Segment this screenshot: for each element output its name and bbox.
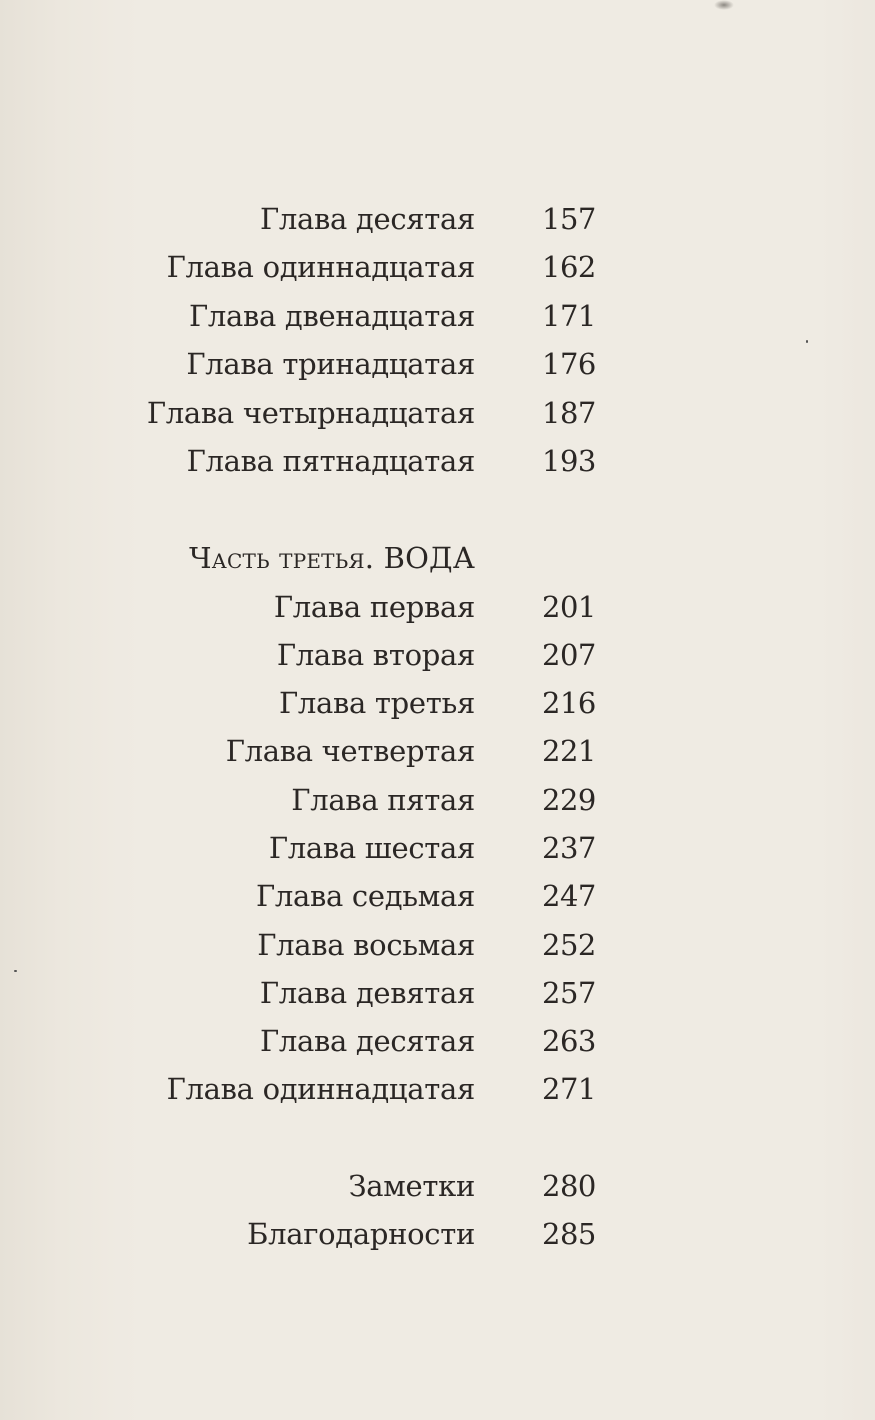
page-number: 201 <box>542 590 596 624</box>
chapter-title: Глава пятая <box>291 783 475 817</box>
chapter-title: Глава десятая <box>259 1024 475 1058</box>
page-number: 216 <box>542 686 596 720</box>
part-heading[interactable]: Часть третья. ВОДА <box>189 541 475 575</box>
page-number: 221 <box>542 734 596 768</box>
toc-entry[interactable] <box>0 971 875 1015</box>
back-matter-title: Благодарности <box>247 1217 475 1251</box>
page-number: 280 <box>542 1169 596 1203</box>
page-number: 229 <box>542 783 596 817</box>
toc-entry[interactable] <box>0 874 875 918</box>
toc-entry[interactable] <box>0 778 875 822</box>
chapter-title: Глава четырнадцатая <box>146 396 475 430</box>
chapter-title: Глава четвертая <box>225 734 475 768</box>
toc-entry[interactable] <box>0 1067 875 1111</box>
toc-entry[interactable] <box>0 681 875 725</box>
chapter-title: Глава третья <box>278 686 475 720</box>
page-number: 263 <box>542 1024 596 1058</box>
toc-entry[interactable] <box>0 1019 875 1063</box>
page-number: 193 <box>542 444 596 478</box>
toc-entry[interactable] <box>0 391 875 435</box>
toc-entry[interactable] <box>0 342 875 386</box>
toc-entry[interactable] <box>0 923 875 967</box>
chapter-title: Глава шестая <box>268 831 475 865</box>
chapter-title: Глава восьмая <box>257 928 475 962</box>
page-number: 257 <box>542 976 596 1010</box>
toc-entry[interactable] <box>0 245 875 289</box>
toc-entry[interactable] <box>0 1212 875 1256</box>
page-number: 207 <box>542 638 596 672</box>
toc-entry[interactable] <box>0 439 875 483</box>
chapter-title: Глава двенадцатая <box>188 299 475 333</box>
toc-entry[interactable] <box>0 633 875 677</box>
page-number: 176 <box>542 347 596 381</box>
page-number: 187 <box>542 396 596 430</box>
page-number: 157 <box>542 202 596 236</box>
chapter-title: Глава десятая <box>259 202 475 236</box>
page-number: 271 <box>542 1072 596 1106</box>
toc-entry[interactable] <box>0 729 875 773</box>
page-number: 171 <box>542 299 596 333</box>
page-number: 252 <box>542 928 596 962</box>
toc-entry[interactable] <box>0 585 875 629</box>
chapter-title: Глава вторая <box>276 638 475 672</box>
page-number: 237 <box>542 831 596 865</box>
toc-entry[interactable] <box>0 1164 875 1208</box>
page-number: 247 <box>542 879 596 913</box>
page-number: 285 <box>542 1217 596 1251</box>
chapter-title: Глава одиннадцатая <box>166 1072 475 1106</box>
toc-entry[interactable] <box>0 294 875 338</box>
chapter-title: Глава тринадцатая <box>186 347 475 381</box>
chapter-title: Глава первая <box>273 590 475 624</box>
toc-entry[interactable] <box>0 826 875 870</box>
page-number: 162 <box>542 250 596 284</box>
chapter-title: Глава седьмая <box>255 879 475 913</box>
toc-entry[interactable] <box>0 197 875 241</box>
chapter-title: Глава одиннадцатая <box>166 250 475 284</box>
chapter-title: Глава пятнадцатая <box>186 444 475 478</box>
chapter-title: Глава девятая <box>259 976 475 1010</box>
back-matter-title: Заметки <box>348 1169 475 1203</box>
